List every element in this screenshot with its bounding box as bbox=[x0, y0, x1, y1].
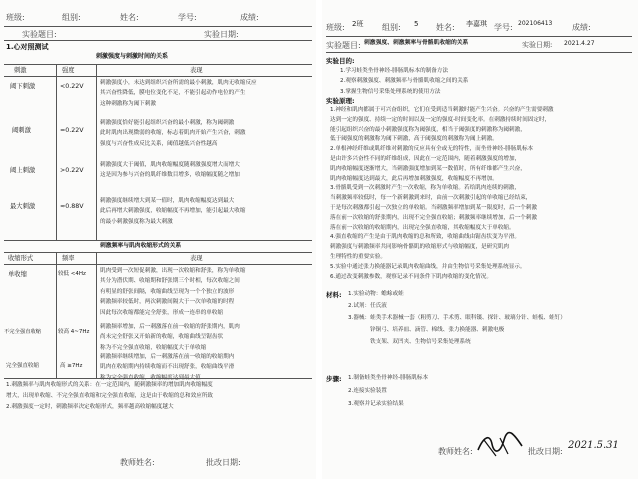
table2-header-result: 表现 bbox=[190, 255, 203, 262]
steps-label: 步骤: bbox=[326, 375, 342, 383]
table2-top-rule bbox=[4, 252, 312, 253]
table2-header-form: 收缩形式 bbox=[8, 255, 34, 262]
table1-col-rule-2 bbox=[96, 64, 97, 240]
principle-text: 1.神经和肌肉都属于可兴奋组织，它们在受到适当刺激时能产生兴奋。兴奋的产生需要刺激 达到一定的强度、持续一定的时间以及一定的强度-时间变化率。在刺激持续时间固定时， 能引起组织兴奋的最小刺激强度称为阈强度，相当于阈强度的刺激称为阈刺激， 低于阈强度的刺激称为阈下刺激，高于阈强度的刺激称为阈上刺激。 2.单根神经纤维或肌纤维对刺激的反应具有全或无的特性，而坐骨神经-腓肠肌标本 是由许多兴奋性不同的纤维组成，因此在一定范围内，随着刺激强度的增加， 肌肉收缩幅度逐渐增大，当刺激强度增加到某一数值时，所有纤维都产生兴奋， 肌肉收缩幅度达到最大，此后再增加刺激强度，收缩幅度不再增加。 3.骨骼肌受到一次刺激时产生一次收缩，称为单收缩。若给肌肉连续的刺激， 当刺激频率较低时，每一个新刺激到来时，由前一次刺激引起的单收缩已经结束， 于是每次刺激都引起一次独立的单收缩。当刺激频率增加到某一限度时，后一个刺激 落在前一次收缩的舒张期内，出现不完全强直收缩；刺激频率继续增加，后一个刺激 落在前一次收缩的收缩期内，出现完全强直收缩，其收缩幅度大于单收缩。 4.强直收缩的产生是由于肌肉收缩的总和所致，收缩曲线由锯齿状变为平滑。 刺激强度与刺激频率共同影响骨骼肌的收缩形式与收缩幅度，是研究肌肉 生理特性的重要实验。 5.实验中通过张力换能器记录肌肉收缩曲线，并由生物信号采集处理系统显示。 6.通过改变刺激参数，观察记录不同条件下肌肉收缩的变化情况。 bbox=[330, 107, 554, 280]
approve-date-label: 批改日期: bbox=[206, 458, 241, 467]
notes: 1.刺激频率与肌肉收缩形式的关系：在一定范围内，随刺激频率的增加肌肉收缩幅度 增大，出现单收缩、不完全强直收缩和完全强直收缩，这是由于收缩的总和效应所致 2.刺激强度一定时，刺激频率决定收缩形式，频率越高收缩幅度越大 bbox=[6, 382, 213, 410]
table2-bottom-rule bbox=[4, 378, 312, 379]
teacher-name-label: 教师姓名: bbox=[120, 458, 155, 467]
purpose-label: 实验目的: bbox=[326, 57, 355, 65]
header-divider bbox=[326, 36, 632, 37]
table1-top-rule bbox=[4, 64, 312, 65]
row-label: 单收缩 bbox=[8, 271, 27, 278]
table1-header-stimulus: 刺激 bbox=[14, 67, 27, 74]
class-value: 2班 bbox=[352, 20, 364, 28]
header-divider-2 bbox=[4, 40, 312, 41]
row-description: 刺激频率增加，后一刺激落在前一收缩的舒张期内，肌肉 尚未完全舒张又开始新的收缩，收缩曲线呈锯齿状 称为不完全强直收缩，收缩幅度大于单收缩 bbox=[100, 324, 240, 351]
row-value: 高 ≥7Hz bbox=[60, 363, 83, 369]
project-title-value: 刺激强度、刺激频率与骨骼肌收缩的关系 bbox=[364, 40, 469, 46]
row-value: <0.22V bbox=[60, 83, 84, 90]
table2-col-rule-2 bbox=[96, 252, 97, 378]
teacher-name-label: 教师姓名: bbox=[438, 447, 473, 456]
table1-header-rule bbox=[4, 76, 312, 77]
lab-date-label: 实验日期: bbox=[522, 41, 553, 49]
row-label: 阈上刺激 bbox=[10, 167, 36, 174]
name-label: 姓名: bbox=[120, 13, 139, 22]
materials-label: 材料: bbox=[326, 291, 342, 299]
group-label: 组别: bbox=[62, 13, 81, 22]
header-divider-2 bbox=[326, 52, 632, 53]
table2-col-rule-1 bbox=[56, 252, 57, 378]
row-description: 刺激强度小，未达到组织兴奋所需的最小刺激，肌肉无收缩反应 其兴奋性降低，膜电位变化不足，不能引起动作电位的产生 这种刺激称为阈下刺激 bbox=[100, 80, 257, 107]
class-label: 班级: bbox=[6, 13, 25, 22]
row-label: 阈下刺激 bbox=[10, 83, 36, 90]
left-lab-report-page bbox=[0, 0, 316, 479]
row-label: 不完全强直收缩 bbox=[4, 329, 42, 335]
right-lab-report-page bbox=[322, 0, 638, 479]
table1-title: 刺激强度与刺激时间的关系 bbox=[96, 53, 169, 60]
row-description: 刺激强度恰好能引起组织兴奋的最小刺激，称为阈刺激 此时肌肉出现微弱的收缩，标志着肌肉开始产生兴奋，刺激 强度与兴奋性成反比关系，阈值越低兴奋性越高 bbox=[100, 120, 246, 147]
approve-date-value: 2021.5.31 bbox=[568, 440, 619, 451]
table2-header-rule bbox=[4, 264, 312, 265]
group-value: 5 bbox=[414, 20, 419, 28]
row-label: 阈刺激 bbox=[12, 127, 31, 134]
table1-header-result: 表现 bbox=[190, 67, 203, 74]
row-description: 刺激频率继续增加，后一刺激落在前一收缩的收缩期内 肌肉在收缩期内持续收缩而不出现舒张，收缩曲线平滑 bbox=[100, 354, 235, 371]
row-description: 刺激强度大于阈值，肌肉收缩幅度随刺激强度增大而增大 这是因为参与兴奋的肌纤维数目增多，收缩幅度随之增加 bbox=[100, 162, 240, 179]
student-id-label: 学号: bbox=[178, 13, 197, 22]
row-value: 较低 <4Hz bbox=[58, 271, 86, 277]
row-value: 较高 4~7Hz bbox=[58, 329, 90, 335]
row-value: =0.22V bbox=[60, 127, 84, 134]
score-label: 成绩: bbox=[240, 13, 259, 22]
teacher-signature bbox=[474, 430, 526, 458]
name-value: 李嘉琪 bbox=[466, 20, 487, 28]
row-description: 肌肉受到一次短促刺激，出现一次收缩和舒张，称为单收缩 其分为潜伏期、收缩期和舒张期三个时相，每次收缩之间 有明显的舒张间隔，收缩曲线呈现为一个个独立的波形 刺激频率较低时，两次刺激间隔大于一次单收缩的时程 因此每次收缩都能完全舒张，形成一连串的单收缩 bbox=[100, 268, 246, 316]
project-title-label: 实验题目: bbox=[22, 30, 57, 39]
name-label: 姓名: bbox=[436, 23, 455, 32]
group-label: 组别: bbox=[382, 23, 401, 32]
project-title-label: 实验题目: bbox=[326, 41, 361, 50]
row-label: 完全强直收缩 bbox=[6, 363, 40, 369]
lab-date-value: 2021.4.27 bbox=[564, 40, 595, 47]
section-title: 1.心对照测试 bbox=[6, 43, 49, 51]
table1-header-intensity: 强度 bbox=[62, 67, 75, 74]
table1-col-rule-1 bbox=[56, 64, 57, 240]
table2-title: 刺激频率与肌肉收缩形式的关系 bbox=[100, 243, 182, 249]
row-description: 刺激强度继续增大到某一值时，肌肉收缩幅度达到最大 此后再增大刺激强度，收缩幅度不再增加，能引起最大收缩 的最小刺激强度称为最大刺激 bbox=[100, 198, 246, 225]
row-value: ≈0.88V bbox=[60, 203, 84, 210]
lab-date-label: 实验日期: bbox=[204, 30, 239, 39]
header-divider bbox=[4, 26, 312, 27]
student-id-label: 学号: bbox=[494, 23, 513, 32]
materials-list: 1.实验动物：蟾蜍或蛙 2.试剂：任氏液 3.器械：蛙类手术器械一套（粗剪刀、手术剪、眼科镊、探针、玻璃分针、蛙板、蛙钉） 锌铜弓、培养皿、滴管、棉线、张力换能器、刺激电极 铁支架、双凹夹、生物信号采集处理系统 bbox=[348, 291, 566, 345]
row-label: 最大刺激 bbox=[10, 203, 36, 210]
purpose-list: 1.学习蛙类坐骨神经-腓肠肌标本的制备方法 2.观察刺激强度、刺激频率与骨骼肌收缩之间的关系 3.掌握生物信号采集处理系统的使用方法 bbox=[340, 68, 469, 95]
steps-list: 1.制备蛙类坐骨神经-腓肠肌标本 2.连接实验装置 3.观察并记录实验结果 bbox=[348, 375, 429, 407]
table1-bottom-rule bbox=[4, 240, 312, 241]
principle-label: 实验原理: bbox=[326, 97, 355, 105]
table2-header-frequency: 频率 bbox=[62, 255, 75, 262]
approve-date-label: 批改日期: bbox=[528, 447, 563, 456]
row-value: >0.22V bbox=[60, 167, 84, 174]
class-label: 班级: bbox=[326, 23, 345, 32]
student-id-value: 202106413 bbox=[518, 20, 553, 27]
score-label: 成绩: bbox=[572, 23, 591, 32]
